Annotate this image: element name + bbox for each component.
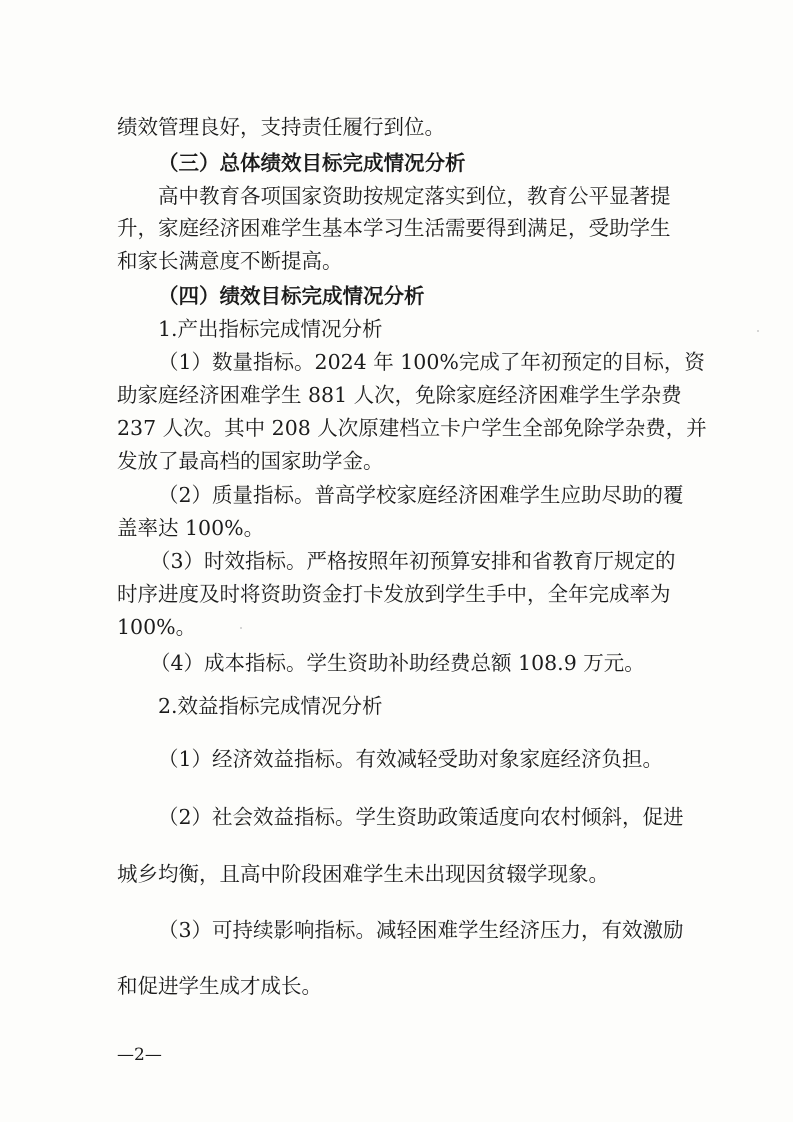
paragraph-line: 和家长满意度不断提高。 <box>117 249 343 273</box>
section-heading-target-analysis: （四）绩效目标完成情况分析 <box>158 284 425 308</box>
section-heading-overall-performance: （三）总体绩效目标完成情况分析 <box>158 151 466 175</box>
page-number: —2— <box>117 1045 162 1065</box>
paragraph-line: 高中教育各项国家资助按规定落实到位，教育公平显著提 <box>158 184 671 208</box>
paragraph-line: 时序进度及时将资助资金打卡发放到学生手中，全年完成率为 <box>117 582 671 606</box>
paragraph-line: （3）可持续影响指标。减轻困难学生经济压力，有效激励 <box>158 918 684 942</box>
paragraph-line: （1）经济效益指标。有效减轻受助对象家庭经济负担。 <box>158 747 664 771</box>
paragraph-line: 盖率达 100%。 <box>117 516 265 540</box>
paragraph-line: 100%。 <box>117 615 197 639</box>
subsection-heading-output-indicators: 1.产出指标完成情况分析 <box>158 317 383 341</box>
scan-speck <box>757 330 759 332</box>
paragraph-line: 城乡均衡，且高中阶段困难学生未出现因贫辍学现象。 <box>117 862 609 886</box>
paragraph-line: 升，家庭经济困难学生基本学习生活需要得到满足，受助学生 <box>117 216 671 240</box>
paragraph-line: （4）成本指标。学生资助补助经费总额 108.9 万元。 <box>150 651 645 675</box>
paragraph-line: 绩效管理良好，支持责任履行到位。 <box>117 115 445 139</box>
paragraph-line: 助家庭经济困难学生 881 人次，免除家庭经济困难学生学杂费 <box>117 383 682 407</box>
paragraph-line: （1）数量指标。2024 年 100%完成了年初预定的目标，资 <box>158 350 705 374</box>
paragraph-line: （2）社会效益指标。学生资助政策适度向农村倾斜，促进 <box>158 805 684 829</box>
subsection-heading-benefit-indicators: 2.效益指标完成情况分析 <box>158 694 383 718</box>
paragraph-line: 237 人次。其中 208 人次原建档立卡户学生全部免除学杂费，并 <box>117 416 707 440</box>
paragraph-line: 发放了最高档的国家助学金。 <box>117 449 384 473</box>
scan-speck <box>240 627 242 629</box>
paragraph-line: 和促进学生成才成长。 <box>117 974 322 998</box>
paragraph-line: （3）时效指标。严格按照年初预算安排和省教育厅规定的 <box>150 549 676 573</box>
paragraph-line: （2）质量指标。普高学校家庭经济困难学生应助尽助的覆 <box>158 483 684 507</box>
